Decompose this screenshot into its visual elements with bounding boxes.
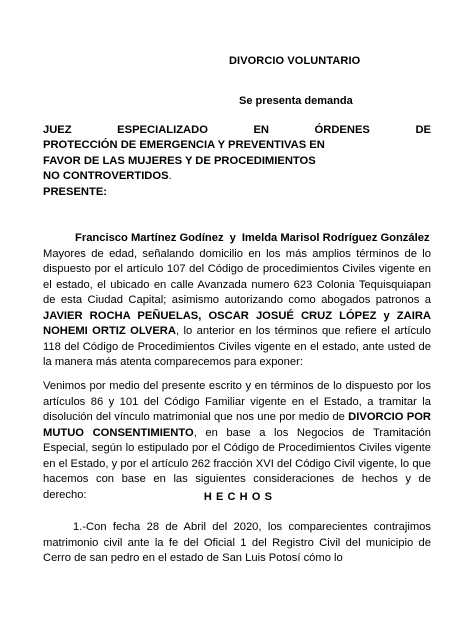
divorce-type: DIVORCIO POR MUTUO CONSENTIMIENTO [43,411,432,439]
addressee-line-4 [43,169,431,184]
paragraph-request [43,379,431,503]
lawyer-names: JAVIER ROCHA PEÑUELAS, OSCAR JOSUÉ CRUZ LÓPEZ y ZAIRA NOHEMI ORTIZ OLVERA [43,309,431,337]
paragraph-1-text-b: , lo anterior en los términos que refiere el artículo 118 del Código de Procedimientos Civiles vigente en el estado, ante usted de la manera más atenta comparecemos para exponer: [43,325,432,368]
hechos-heading: HECHOS [203,491,277,503]
fact-1-text: 1.-Con fecha 28 de Abril del 2020, los comparecientes contrajimos matrimonio civil ante la fe del Oficial 1 del Registro Civil del municipio de Cerro de san pedro en el estado de San Luis Potosí cómo lo [43,521,431,564]
paragraph-2-text-b: , en base a los Negocios de Tramitación Especial, según lo estipulado por el Código de Procedimientos Civiles vigente en el Estado, y por el artículo 262 fracción XVI del Código Civil vigente, lo que hacemos con base en las siguientes consideraciones de hechos y de derecho: [43,426,431,501]
document-subtitle: Se presenta demanda [239,95,353,107]
petitioner-conjunction: y [229,232,236,244]
addressee-line-2: PROTECCIÓN DE EMERGENCIA Y PREVENTIVAS EN [43,139,325,152]
petitioner-name-2: Imelda Marisol Rodríguez González [241,232,430,244]
petitioner-names [43,231,431,247]
paragraph-fact-1 [43,520,431,567]
addressee-line-4-period: . [168,170,172,183]
paragraph-2-text-a: Venimos por medio del presente escrito y en términos de lo dispuesto por los artículos 86 y 101 del Código Familiar vigente en el Estado, a tramitar la disolución del vínculo matrimonial que nos une por medio de [43,380,431,423]
addressee-line-1: JUEZ ESPECIALIZADO EN ÓRDENES DE [43,124,431,136]
addressee-line-3: FAVOR DE LAS MUJERES Y DE PROCEDIMIENTOS [43,154,316,167]
paragraph-petitioners [43,231,431,371]
document-title: DIVORCIO VOLUNTARIO [229,55,361,67]
paragraph-1-text-a: Mayores de edad, señalando domicilio en los más amplios términos de lo dispuesto por el artículo 107 del Código de procedimientos Civiles vigente en el estado, el ubicado en calle Avanzada numero 623 Colonia Tequisquiapan de esta Ciudad Capital; asimismo autorizando como abogados patronos a [43,247,431,306]
addressee-block [43,123,431,200]
petitioner-name-1: Francisco Martínez Godínez [75,232,224,244]
addressee-line-4-text: NO CONTROVERTIDOS [43,170,169,183]
addressee-presente: PRESENTE: [43,185,108,198]
